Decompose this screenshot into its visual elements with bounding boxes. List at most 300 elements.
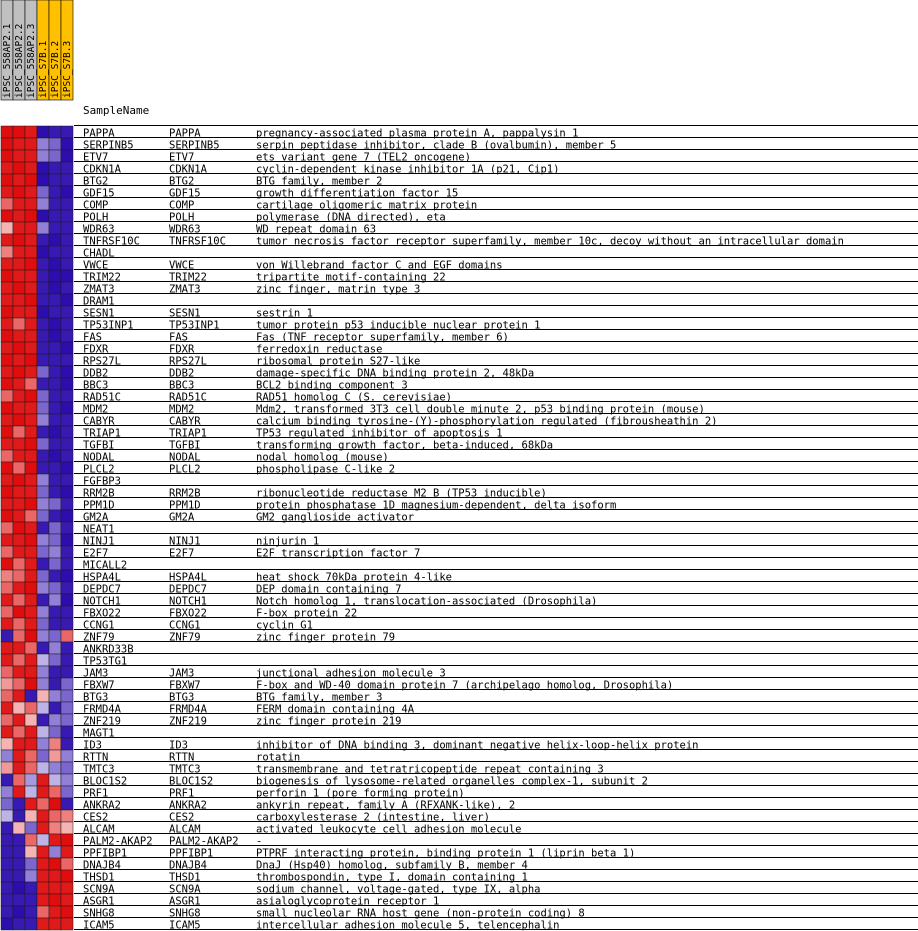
heatmap-cell (1, 522, 13, 534)
heatmap-cell (1, 630, 13, 642)
heatmap-cell (61, 690, 73, 702)
heatmap-cell (37, 738, 49, 750)
gene-symbol: TP53INP1 (169, 319, 220, 332)
gene-description: BCL2 binding component 3 (256, 379, 408, 392)
heatmap-cell (13, 366, 25, 378)
heatmap-cell (1, 306, 13, 318)
heatmap-cell (13, 822, 25, 834)
gene-id: FBXO22 (83, 607, 121, 620)
heatmap-cell (61, 402, 73, 414)
heatmap-cell (61, 354, 73, 366)
gene-description: protein phosphatase 1D magnesium-dependent, delta isoform (256, 499, 617, 512)
heatmap-cell (1, 618, 13, 630)
heatmap-cell (1, 702, 13, 714)
heatmap-cell (25, 714, 37, 726)
heatmap-cell (49, 150, 61, 162)
gene-id: FAS (83, 331, 102, 344)
heatmap-cell (25, 450, 37, 462)
heatmap-cell (61, 162, 73, 174)
heatmap-cell (37, 138, 49, 150)
heatmap-cell (61, 678, 73, 690)
heatmap-cell (49, 306, 61, 318)
heatmap-cell (37, 294, 49, 306)
heatmap-cell (25, 258, 37, 270)
gene-description: zinc finger protein 219 (256, 715, 402, 728)
heatmap-cell (13, 714, 25, 726)
heatmap-cell (49, 438, 61, 450)
gene-description: BTG family, member 3 (256, 691, 383, 704)
heatmap-cell (1, 654, 13, 666)
heatmap-cell (13, 270, 25, 282)
gene-id: ZNF219 (83, 715, 121, 728)
heatmap-cell (13, 762, 25, 774)
heatmap-cell (49, 138, 61, 150)
heatmap-cell (49, 786, 61, 798)
heatmap-cell (13, 870, 25, 882)
gene-symbol: PPM1D (169, 499, 201, 512)
heatmap-cell (1, 258, 13, 270)
heatmap-cell (1, 150, 13, 162)
heatmap-cell (49, 522, 61, 534)
heatmap-cell (25, 234, 37, 246)
gene-symbol: RPS27L (169, 355, 207, 368)
heatmap-cell (37, 390, 49, 402)
gene-symbol: ASGR1 (169, 895, 201, 908)
gene-id: CCNG1 (83, 619, 115, 632)
gene-id: PALM2-AKAP2 (83, 835, 153, 848)
heatmap-cell (1, 162, 13, 174)
heatmap-cell (61, 126, 73, 138)
gene-id: FGFBP3 (83, 475, 121, 488)
gene-id: TRIM22 (83, 271, 121, 284)
gene-description: Mdm2, transformed 3T3 cell double minute 2, p53 binding protein (mouse) (256, 403, 705, 416)
heatmap-cell (1, 198, 13, 210)
gene-id: TRIAP1 (83, 427, 121, 440)
gene-symbol: SERPINB5 (169, 139, 220, 152)
gene-description: intercellular adhesion molecule 5, telencephalin (256, 919, 560, 931)
heatmap-cell (61, 810, 73, 822)
heatmap-cell (1, 138, 13, 150)
heatmap-cell (25, 726, 37, 738)
heatmap-cell (13, 894, 25, 906)
heatmap-cell (49, 846, 61, 858)
heatmap-cell (25, 438, 37, 450)
heatmap-cell (61, 834, 73, 846)
heatmap-cell (37, 642, 49, 654)
heatmap-cell (61, 858, 73, 870)
heatmap-cell (25, 498, 37, 510)
gene-description: F-box and WD-40 domain protein 7 (archipelago homolog, Drosophila) (256, 679, 674, 692)
heatmap-cell (25, 150, 37, 162)
heatmap-cell (25, 414, 37, 426)
heatmap-cell (49, 222, 61, 234)
gene-description: ankyrin repeat, family A (RFXANK-like), 2 (256, 799, 516, 812)
heatmap-cell (49, 486, 61, 498)
heatmap-cell (37, 186, 49, 198)
gene-symbol: WDR63 (169, 223, 201, 236)
heatmap-cell (1, 846, 13, 858)
heatmap-cell (61, 642, 73, 654)
heatmap-cell (37, 906, 49, 918)
gene-symbol: ID3 (169, 739, 188, 752)
heatmap-cell (25, 870, 37, 882)
gene-symbol: DNAJB4 (169, 859, 207, 872)
gene-description: FERM domain containing 4A (256, 703, 415, 716)
heatmap-cell (61, 174, 73, 186)
heatmap-cell (37, 846, 49, 858)
heatmap-cell (1, 330, 13, 342)
heatmap-cell (13, 354, 25, 366)
heatmap-cell (13, 162, 25, 174)
heatmap-cell (61, 594, 73, 606)
gene-description: cyclin-dependent kinase inhibitor 1A (p21, Cip1) (256, 163, 560, 176)
heatmap-cell (49, 666, 61, 678)
gene-id: HSPA4L (83, 571, 121, 584)
heatmap-cell (37, 318, 49, 330)
gene-id: ANKRA2 (83, 799, 121, 812)
gene-symbol: GDF15 (169, 187, 201, 200)
gene-symbol: NODAL (169, 451, 201, 464)
sample-header-bars (1, 0, 73, 100)
heatmap-cell (37, 210, 49, 222)
heatmap-cell (1, 714, 13, 726)
heatmap-cell (25, 378, 37, 390)
heatmap-cell (61, 318, 73, 330)
gene-description: E2F transcription factor 7 (256, 547, 421, 560)
heatmap-cell (25, 402, 37, 414)
heatmap-rows (1, 126, 918, 931)
heatmap-cell (61, 894, 73, 906)
heatmap-cell (25, 366, 37, 378)
gene-id: NINJ1 (83, 535, 115, 548)
heatmap-cell (25, 678, 37, 690)
heatmap-cell (61, 522, 73, 534)
gene-symbol: TRIAP1 (169, 427, 207, 440)
heatmap-cell (1, 366, 13, 378)
heatmap-cell (37, 594, 49, 606)
heatmap-cell (25, 306, 37, 318)
gene-symbol: TGFBI (169, 439, 201, 452)
heatmap-cell (61, 654, 73, 666)
heatmap-cell (37, 534, 49, 546)
heatmap-cell (1, 390, 13, 402)
heatmap-cell (61, 342, 73, 354)
heatmap-cell (49, 642, 61, 654)
heatmap-cell (61, 726, 73, 738)
gene-symbol: FRMD4A (169, 703, 207, 716)
heatmap-cell (37, 402, 49, 414)
heatmap-cell (13, 342, 25, 354)
heatmap-cell (61, 282, 73, 294)
sample-name-header: SampleName (83, 104, 150, 117)
gene-description: heat shock 70kDa protein 4-like (256, 571, 452, 584)
gene-symbol: FBXW7 (169, 679, 201, 692)
gene-id: TGFBI (83, 439, 115, 452)
gene-symbol: TNFRSF10C (169, 235, 226, 248)
heatmap-cell (61, 462, 73, 474)
heatmap-cell (25, 294, 37, 306)
heatmap-cell (25, 738, 37, 750)
gene-symbol: ICAM5 (169, 919, 201, 931)
heatmap-cell (25, 474, 37, 486)
heatmap-cell (13, 438, 25, 450)
heatmap-cell (13, 882, 25, 894)
heatmap-cell (13, 798, 25, 810)
heatmap-cell (61, 510, 73, 522)
heatmap-cell (1, 762, 13, 774)
gene-symbol: JAM3 (169, 667, 195, 680)
heatmap-cell (25, 570, 37, 582)
gene-description: polymerase (DNA directed), eta (256, 211, 446, 224)
heatmap-cell (49, 234, 61, 246)
heatmap-cell (1, 750, 13, 762)
heatmap-cell (25, 810, 37, 822)
gene-id: BBC3 (83, 379, 109, 392)
gene-symbol: ZNF219 (169, 715, 207, 728)
heatmap-cell (37, 618, 49, 630)
heatmap-cell (25, 618, 37, 630)
heatmap-cell (49, 294, 61, 306)
heatmap-cell (49, 822, 61, 834)
heatmap-cell (1, 126, 13, 138)
heatmap-cell (37, 786, 49, 798)
heatmap-cell (37, 378, 49, 390)
heatmap-cell (61, 210, 73, 222)
heatmap-cell (13, 318, 25, 330)
heatmap-cell (61, 330, 73, 342)
heatmap-cell (25, 558, 37, 570)
heatmap-cell (1, 402, 13, 414)
heatmap-cell (49, 726, 61, 738)
gene-description: thrombospondin, type I, domain containing 1 (256, 871, 528, 884)
heatmap-cell (61, 822, 73, 834)
heatmap-cell (1, 678, 13, 690)
heatmap-cell (1, 906, 13, 918)
heatmap-cell (1, 534, 13, 546)
heatmap-cell (49, 762, 61, 774)
gene-description: PTPRF interacting protein, binding protein 1 (liprin beta 1) (256, 847, 636, 860)
heatmap-cell (49, 390, 61, 402)
gene-description: pregnancy-associated plasma protein A, pappalysin 1 (256, 127, 579, 140)
heatmap-cell (13, 282, 25, 294)
heatmap-cell (25, 318, 37, 330)
heatmap-cell (13, 726, 25, 738)
heatmap-cell (61, 882, 73, 894)
heatmap-cell (13, 222, 25, 234)
heatmap-cell (25, 354, 37, 366)
heatmap-cell (49, 474, 61, 486)
heatmap-cell (61, 450, 73, 462)
heatmap-cell (25, 798, 37, 810)
gene-description: F-box protein 22 (256, 607, 358, 620)
heatmap-cell (25, 486, 37, 498)
gene-id: SESN1 (83, 307, 115, 320)
heatmap-cell (49, 342, 61, 354)
heatmap-cell (13, 474, 25, 486)
heatmap-cell (25, 534, 37, 546)
heatmap-cell (1, 222, 13, 234)
gene-id: PPM1D (83, 499, 115, 512)
gene-symbol: BLOC1S2 (169, 775, 214, 788)
heatmap-cell (1, 438, 13, 450)
heatmap-cell (1, 546, 13, 558)
heatmap-cell (13, 834, 25, 846)
gene-symbol: PAPPA (169, 127, 201, 140)
heatmap-cell (13, 522, 25, 534)
gene-id: TMTC3 (83, 763, 115, 776)
heatmap-cell (49, 570, 61, 582)
heatmap-cell (49, 210, 61, 222)
heatmap-cell (25, 546, 37, 558)
heatmap-cell (25, 510, 37, 522)
heatmap-cell (25, 762, 37, 774)
heatmap-cell (13, 570, 25, 582)
heatmap-cell (25, 750, 37, 762)
heatmap-cell (37, 306, 49, 318)
heatmap-cell (37, 822, 49, 834)
gene-symbol: PPFIBP1 (169, 847, 214, 860)
heatmap-cell (49, 426, 61, 438)
heatmap-cell (25, 426, 37, 438)
heatmap-cell (25, 906, 37, 918)
gene-id: MICALL2 (83, 559, 128, 572)
gene-id: CHADL (83, 247, 115, 260)
heatmap-cell (49, 354, 61, 366)
heatmap-cell (49, 690, 61, 702)
gene-id: DDB2 (83, 367, 109, 380)
heatmap-cell (61, 534, 73, 546)
heatmap-cell (1, 666, 13, 678)
gene-symbol: HSPA4L (169, 571, 207, 584)
gene-symbol: BTG3 (169, 691, 195, 704)
gene-description: inhibitor of DNA binding 3, dominant negative helix-loop-helix protein (256, 739, 699, 752)
heatmap-cell (25, 918, 37, 930)
gene-description: growth differentiation factor 15 (256, 187, 459, 200)
gene-symbol: THSD1 (169, 871, 201, 884)
gene-description: transforming growth factor, beta-induced, 68kDa (256, 439, 554, 452)
heatmap-cell (37, 282, 49, 294)
gene-symbol: FDXR (169, 343, 195, 356)
gene-description: Fas (TNF receptor superfamily, member 6) (256, 331, 509, 344)
heatmap-cell (49, 702, 61, 714)
heatmap-cell (49, 174, 61, 186)
heatmap-cell (37, 798, 49, 810)
gene-symbol: ZMAT3 (169, 283, 201, 296)
heatmap-cell (13, 486, 25, 498)
gene-id: COMP (83, 199, 109, 212)
heatmap-cell (37, 510, 49, 522)
gene-id: RRM2B (83, 487, 115, 500)
heatmap-cell (25, 462, 37, 474)
heatmap-cell (1, 342, 13, 354)
gene-description: tripartite motif-containing 22 (256, 271, 446, 284)
heatmap-cell (25, 282, 37, 294)
heatmap-cell (25, 690, 37, 702)
heatmap-cell (1, 870, 13, 882)
gene-symbol: POLH (169, 211, 195, 224)
gene-symbol: ANKRA2 (169, 799, 207, 812)
heatmap-cell (13, 846, 25, 858)
heatmap-cell (49, 798, 61, 810)
gene-id: GM2A (83, 511, 109, 524)
heatmap-cell (25, 654, 37, 666)
heatmap-cell (61, 498, 73, 510)
gene-symbol: GM2A (169, 511, 195, 524)
heatmap-cell (1, 270, 13, 282)
heatmap-cell (37, 582, 49, 594)
heatmap-cell (13, 126, 25, 138)
gene-description: BTG family, member 2 (256, 175, 383, 188)
gene-id: NOTCH1 (83, 595, 121, 608)
gene-symbol: CDKN1A (169, 163, 207, 176)
heatmap-cell (61, 738, 73, 750)
heatmap-cell (1, 582, 13, 594)
heatmap-cell (13, 582, 25, 594)
heatmap-cell (1, 498, 13, 510)
heatmap-cell (37, 474, 49, 486)
heatmap-cell (13, 546, 25, 558)
heatmap-cell (49, 906, 61, 918)
heatmap-cell (1, 642, 13, 654)
gene-id: ANKRD33B (83, 643, 134, 656)
heatmap-cell (13, 906, 25, 918)
heatmap-cell (25, 222, 37, 234)
gene-id: DEPDC7 (83, 583, 121, 596)
heatmap-cell (49, 258, 61, 270)
heatmap-cell (1, 294, 13, 306)
heatmap-cell (1, 246, 13, 258)
heatmap-cell (37, 666, 49, 678)
heatmap-cell (13, 234, 25, 246)
heatmap-cell (13, 786, 25, 798)
heatmap-cell (13, 558, 25, 570)
heatmap-cell (37, 522, 49, 534)
heatmap-cell (49, 882, 61, 894)
heatmap-cell (25, 882, 37, 894)
heatmap-cell (61, 582, 73, 594)
heatmap-cell (61, 486, 73, 498)
gene-symbol: RTTN (169, 751, 195, 764)
heatmap-cell (61, 234, 73, 246)
gene-description: ribosomal protein S27-like (256, 355, 421, 368)
heatmap-cell (49, 738, 61, 750)
gene-id: BTG3 (83, 691, 109, 704)
heatmap-cell (37, 834, 49, 846)
heatmap-cell (25, 390, 37, 402)
heatmap-cell (1, 606, 13, 618)
heatmap-cell (13, 534, 25, 546)
heatmap-cell (49, 414, 61, 426)
gene-id: SERPINB5 (83, 139, 134, 152)
heatmap-cell (49, 654, 61, 666)
gene-id: GDF15 (83, 187, 115, 200)
sample-label: iPSC_S7B.2 (50, 40, 61, 98)
gene-id: TNFRSF10C (83, 235, 140, 248)
heatmap-cell (49, 546, 61, 558)
heatmap-cell (61, 438, 73, 450)
heatmap-cell (61, 570, 73, 582)
heatmap-cell (61, 390, 73, 402)
heatmap-cell (13, 774, 25, 786)
heatmap-cell (61, 270, 73, 282)
heatmap-cell (37, 870, 49, 882)
gene-id: TP53TG1 (83, 655, 128, 668)
heatmap-cell (49, 378, 61, 390)
gene-description: small nucleolar RNA host gene (non-protein coding) 8 (256, 907, 585, 920)
heatmap-cell (61, 786, 73, 798)
gene-id: MDM2 (83, 403, 109, 416)
heatmap-cell (49, 162, 61, 174)
